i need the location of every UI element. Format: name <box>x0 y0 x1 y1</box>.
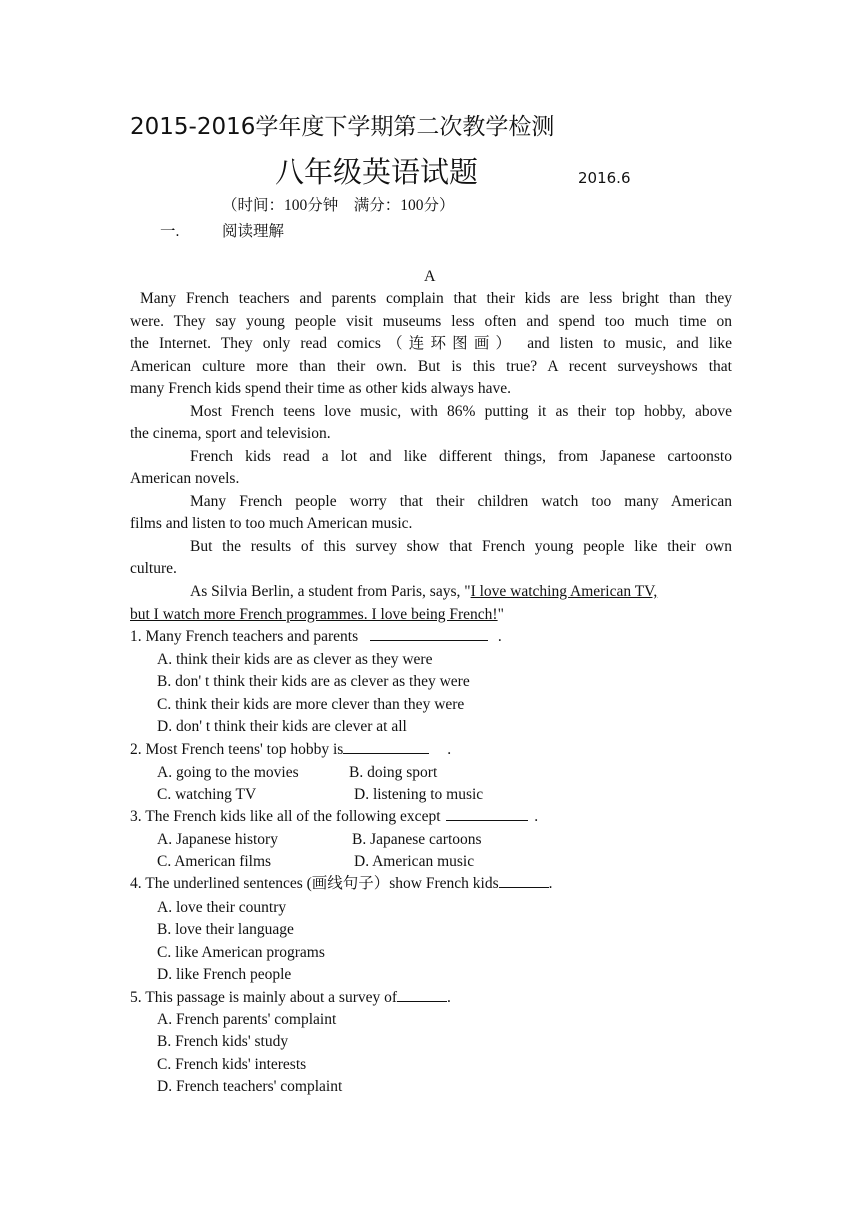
question-stem-text: 4. The underlined sentences (画线句子）show French kids <box>130 875 499 892</box>
passage-quote-line-2 <box>130 604 504 626</box>
answer-blank[interactable] <box>499 873 549 888</box>
passage-line: Many French people worry that their children watch too many American <box>190 493 732 510</box>
option-2c[interactable]: C. watching TV <box>157 786 257 803</box>
option-1b[interactable]: B. don' t think their kids are as clever as they were <box>157 673 470 690</box>
exam-date: 2016.6 <box>578 169 631 187</box>
option-4b[interactable]: B. love their language <box>157 921 294 938</box>
answer-blank[interactable] <box>397 987 447 1002</box>
passage-line: many French kids spend their time as other kids always have. <box>130 380 511 397</box>
option-3d[interactable]: D. American music <box>354 853 475 870</box>
question-stem-text: 1. Many French teachers and parents <box>130 628 359 645</box>
passage-label: A <box>424 268 436 285</box>
option-5c[interactable]: C. French kids' interests <box>157 1056 307 1073</box>
option-5b[interactable]: B. French kids' study <box>157 1033 289 1050</box>
option-1a[interactable]: A. think their kids are as clever as they were <box>157 651 433 668</box>
answer-blank[interactable] <box>446 806 528 821</box>
option-5d[interactable]: D. French teachers' complaint <box>157 1078 343 1095</box>
section-number: 一. <box>160 223 180 240</box>
passage-line: Most French teens love music, with 86% putting it as their top hobby, above <box>190 403 732 420</box>
underlined-sentence-2: but I watch more French programmes. I love being French! <box>130 606 498 623</box>
question-stem-text: 3. The French kids like all of the following except <box>130 808 441 825</box>
section-title: 阅读理解 <box>222 223 285 240</box>
exam-title: 八年级英语试题 <box>275 155 479 189</box>
passage-line: American novels. <box>130 470 240 487</box>
option-3c[interactable]: C. American films <box>157 853 272 870</box>
passage-line: the cinema, sport and television. <box>130 425 331 442</box>
question-1-stem <box>130 626 502 648</box>
option-2a[interactable]: A. going to the movies <box>157 764 299 781</box>
question-2-stem <box>130 739 451 761</box>
quote-intro: As Silvia Berlin, a student from Paris, says, " <box>190 583 471 600</box>
passage-line: French kids read a lot and like different things, from Japanese cartoonsto <box>190 448 732 465</box>
option-1c[interactable]: C. think their kids are more clever than they were <box>157 696 465 713</box>
school-year-title: 2015-2016学年度下学期第二次教学检测 <box>130 114 555 140</box>
question-tail: . <box>548 875 553 892</box>
underlined-sentence-1: I love watching American TV, <box>470 583 658 600</box>
quote-end: " <box>497 606 504 623</box>
option-5a[interactable]: A. French parents' complaint <box>157 1011 337 1028</box>
answer-blank[interactable] <box>370 626 488 641</box>
question-tail: . <box>447 741 452 758</box>
passage-line: films and listen to too much American music. <box>130 515 413 532</box>
question-stem-text: 2. Most French teens' top hobby is <box>130 741 344 758</box>
question-5-stem <box>130 987 451 1009</box>
question-stem-text: 5. This passage is mainly about a survey of <box>130 989 398 1006</box>
question-3-stem <box>130 806 538 828</box>
answer-blank[interactable] <box>343 739 429 754</box>
option-3a[interactable]: A. Japanese history <box>157 831 278 848</box>
option-2d[interactable]: D. listening to music <box>354 786 484 803</box>
question-tail: . <box>497 628 502 645</box>
option-4c[interactable]: C. like American programs <box>157 944 325 961</box>
option-3b[interactable]: B. Japanese cartoons <box>352 831 482 848</box>
option-4a[interactable]: A. love their country <box>157 899 287 916</box>
option-4d[interactable]: D. like French people <box>157 966 292 983</box>
passage-line: Many French teachers and parents complain that their kids are less bright than they <box>140 290 732 307</box>
question-tail: . <box>534 808 539 825</box>
passage-line: American culture more than their own. But is this true? A recent surveyshows that <box>130 358 732 375</box>
passage-line: the Internet. They only read comics（连环图画） and listen to music, and like <box>130 335 732 352</box>
passage-line: were. They say young people visit museums less often and spend too much time on <box>130 313 732 330</box>
option-2b[interactable]: B. doing sport <box>349 764 438 781</box>
question-tail: . <box>447 989 451 1006</box>
exam-time-info: （时间：100分钟 满分：100分） <box>222 197 455 214</box>
question-4-stem <box>130 873 553 895</box>
passage-line: culture. <box>130 560 177 577</box>
option-1d[interactable]: D. don' t think their kids are clever at all <box>157 718 407 735</box>
passage-line: But the results of this survey show that French young people like their own <box>190 538 732 555</box>
passage-quote-line-1 <box>190 581 657 603</box>
